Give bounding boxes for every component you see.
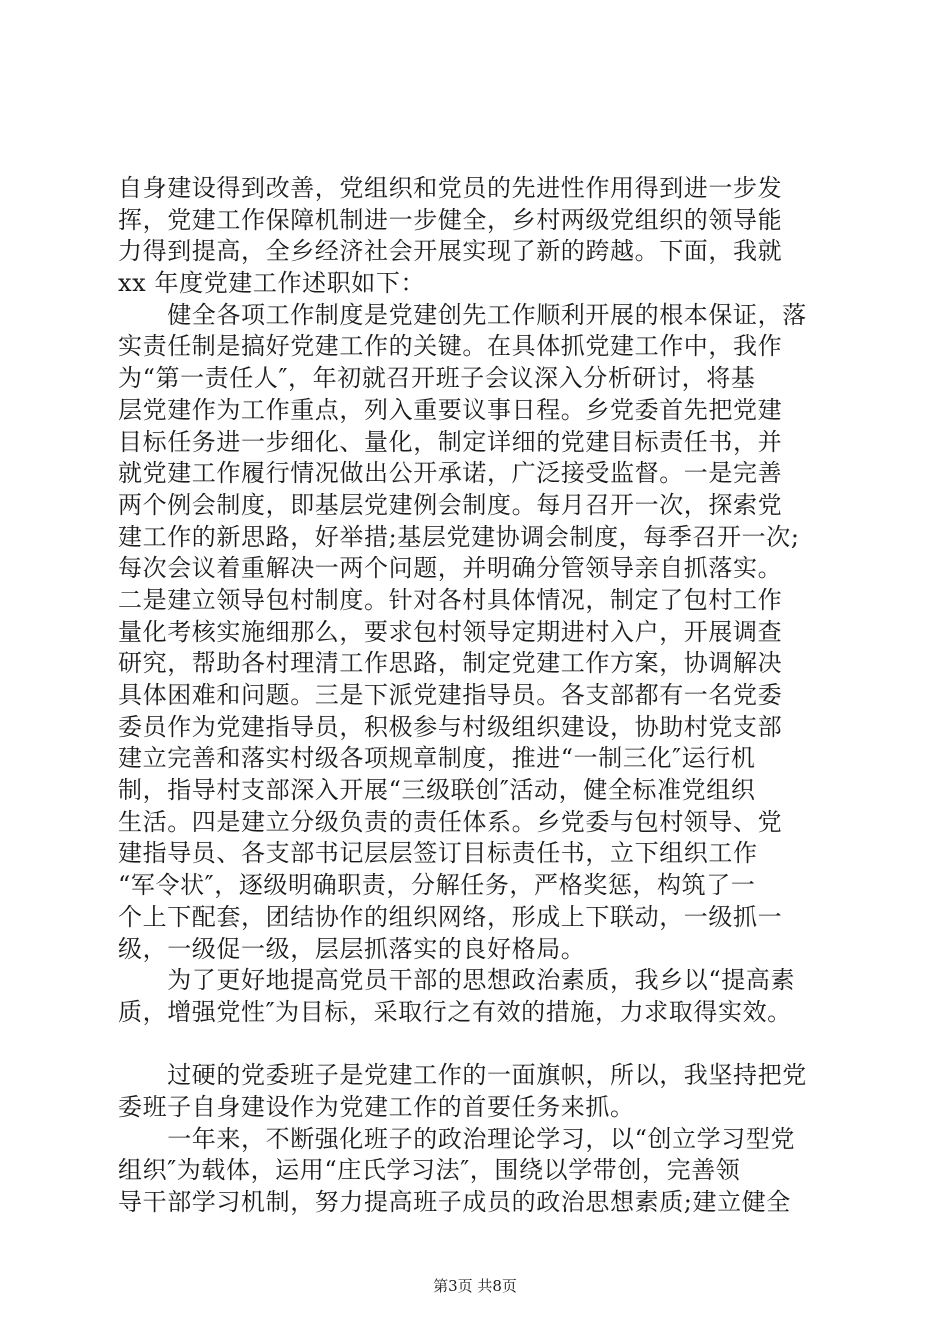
text-line: 量化考核实施细那么，要求包村领导定期进村入户，开展调查 xyxy=(118,617,783,646)
text-line: 两个例会制度，即基层党建例会制度。每月召开一次，探索党 xyxy=(118,490,783,519)
text-line: 挥，党建工作保障机制进一步健全，乡村两级党组织的领导能 xyxy=(118,205,783,234)
text-line: “军令状″，逐级明确职责，分解任务，严格奖惩，构筑了一 xyxy=(118,871,756,900)
text-line: 委员作为党建指导员，积极参与村级组织建设，协助村党支部 xyxy=(118,712,783,741)
text-line: 导干部学习机制，努力提高班子成员的政治思想素质;建立健全 xyxy=(118,1188,791,1216)
text-line: 建工作的新思路，好举措;基层党建协调会制度，每季召开一次; xyxy=(118,522,800,551)
text-line: 建指导员、各支部书记层层签订目标责任书，立下组织工作 xyxy=(118,839,758,868)
text-line: 自身建设得到改善，党组织和党员的先进性作用得到进一步发 xyxy=(118,174,783,202)
text-line: 研究，帮助各村理清工作思路，制定党建工作方案，协调解决 xyxy=(118,649,783,678)
text-line: 健全各项工作制度是党建创先工作顺利开展的根本保证，落 xyxy=(118,300,807,329)
text-line: 建立完善和落实村级各项规章制度，推进“一制三化″运行机 xyxy=(118,744,756,773)
text-line: 目标任务进一步细化、量化，制定详细的党建目标责任书，并 xyxy=(118,427,783,456)
text-line: 一年来，不断强化班子的政治理论学习，以“创立学习型党 xyxy=(118,1124,796,1153)
page-number: 第3页 共8页 xyxy=(433,1277,517,1295)
text-line: 就党建工作履行情况做出公开承诺，广泛接受监督。一是完善 xyxy=(118,459,783,488)
text-line: 过硬的党委班子是党建工作的一面旗帜，所以，我坚持把党 xyxy=(118,1061,807,1090)
text-line: 级，一级促一级，层层抓落实的良好格局。 xyxy=(118,934,586,963)
page-footer xyxy=(0,1276,950,1296)
text-line: 委班子自身建设作为党建工作的首要任务来抓。 xyxy=(118,1092,635,1121)
text-line: 生活。四是建立分级负责的责任体系。乡党委与包村领导、党 xyxy=(118,807,783,836)
document-body xyxy=(118,173,830,1219)
text-line: 每次会议着重解决一两个问题，并明确分管领导亲自抓落实。 xyxy=(118,554,783,583)
text-line: 为“第一责任人″，年初就召开班子会议深入分析研讨，将基 xyxy=(118,364,756,393)
text-line: 制，指导村支部深入开展“三级联创″活动，健全标准党组织 xyxy=(118,776,756,805)
text-line: 力得到提高，全乡经济社会开展实现了新的跨越。下面，我就 xyxy=(118,237,783,266)
text-line: xx 年度党建工作述职如下： xyxy=(118,269,426,298)
paragraph-gap xyxy=(118,1029,830,1061)
text-line: 实责任制是搞好党建工作的关键。在具体抓党建工作中，我作 xyxy=(118,332,783,361)
text-line: 组织″为载体，运用“庄氏学习法″，围绕以学带创，完善领 xyxy=(118,1156,741,1185)
text-line: 为了更好地提高党员干部的思想政治素质，我乡以“提高素 xyxy=(118,966,796,995)
text-line: 二是建立领导包村制度。针对各村具体情况，制定了包村工作 xyxy=(118,585,783,614)
text-line: 具体困难和问题。三是下派党建指导员。各支部都有一名党委 xyxy=(118,681,783,709)
text-line: 层党建作为工作重点，列入重要议事日程。乡党委首先把党建 xyxy=(118,395,783,424)
text-line: 个上下配套，团结协作的组织网络，形成上下联动，一级抓一 xyxy=(118,902,783,931)
text-line: 质，增强党性″为目标，采取行之有效的措施，力求取得实效。 xyxy=(118,997,792,1026)
